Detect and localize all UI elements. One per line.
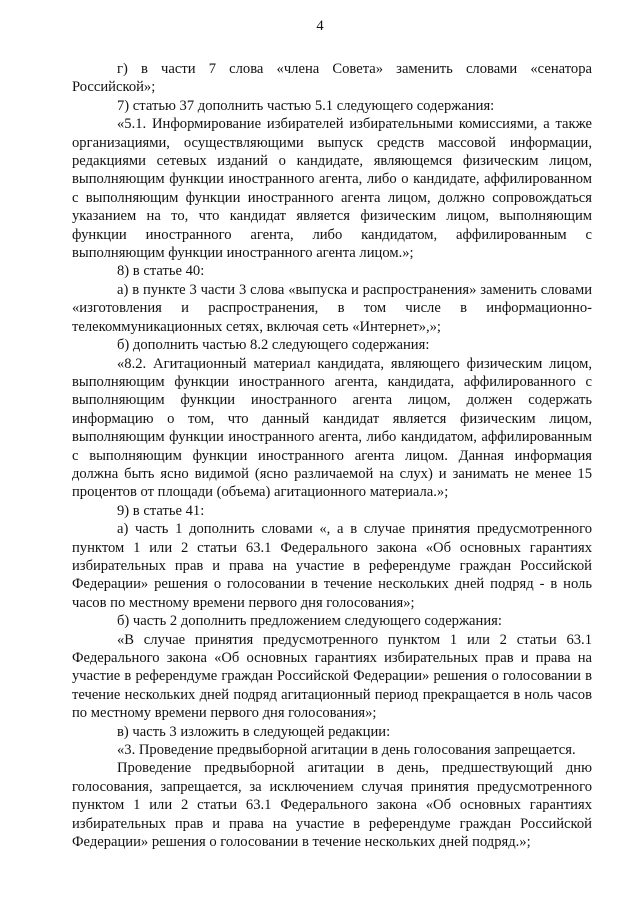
paragraph: «8.2. Агитационный материал кандидата, являющего физическим лицом, выполняющим функции иностранного агента, кандидата, аффилированного с выполняющим функции иностранного агента лицом, должен содержать информацию о том, что данный кандидат является физическим лицом, выполняющим функции иностранного агента, либо кандидатом, аффилированным с выполняющим функции иностранного агента лицом. Данная информация должна быть ясно видимой (ясно различаемой на слух) и занимать не менее 15 процентов от площади (объема) агитационного материала.»; xyxy=(72,355,592,501)
paragraph: б) дополнить частью 8.2 следующего содержания: xyxy=(117,337,430,354)
paragraph: а) часть 1 дополнить словами «, а в случае принятия предусмотренного пунктом 1 или 2 статьи 63.1 Федерального закона «Об основных гарантиях избирательных прав и права на участие в референдуме граждан Российской Федерации» решения о голосовании в течение нескольких дней подряд - в ноль часов по местному времени первого дня голосования»; xyxy=(72,521,592,611)
paragraph: «5.1. Информирование избирателей избирательными комиссиями, а также организациями, осуществляющими выпуск средств массовой информации, редакциями сетевых изданий о кандидате, являющемся физическим лицом, выполняющим функции иностранного агента, либо о кандидате, аффилированном с выполняющим функции иностранного агента лицом, должно сопровождаться указанием на то, что кандидат является физическим лицом, выполняющим функции иностранного агента, либо кандидатом, аффилированным с выполняющим функции иностранного агента лицом.»; xyxy=(72,116,592,262)
page-number: 4 xyxy=(316,18,324,34)
paragraph: 7) статью 37 дополнить частью 5.1 следующего содержания: xyxy=(117,97,495,114)
document-body xyxy=(72,60,592,851)
paragraph: в) часть 3 изложить в следующей редакции: xyxy=(117,723,391,740)
paragraph: б) часть 2 дополнить предложением следующего содержания: xyxy=(117,613,502,630)
paragraph: а) в пункте 3 части 3 слова «выпуска и распространения» заменить словами «изготовления и распространения, в том числе в информационно-телекоммуникационных сетях, включая сеть «Интернет»,»; xyxy=(72,281,592,335)
paragraph: «В случае принятия предусмотренного пунктом 1 или 2 статьи 63.1 Федерального закона «Об основных гарантиях избирательных прав и права на участие в референдуме граждан Российской Федерации» решения о голосовании в течение нескольких дней подряд агитационный период прекращается в ноль часов по местному времени первого дня голосования»; xyxy=(72,631,592,722)
paragraph: Проведение предвыборной агитации в день, предшествующий дню голосования, запрещается, за исключением случая принятия предусмотренного пунктом 1 или 2 статьи 63.1 Федерального закона «Об основных гарантиях избирательных прав и права на участие в референдуме граждан Российской Федерации» решения о голосовании в течение нескольких дней подряд.»; xyxy=(72,760,592,851)
paragraph: г) в части 7 слова «члена Совета» заменить словами «сенатора Российской»; xyxy=(72,61,592,96)
paragraph: «3. Проведение предвыборной агитации в день голосования запрещается. xyxy=(117,742,576,759)
paragraph: 9) в статье 41: xyxy=(117,502,205,519)
paragraph: 8) в статье 40: xyxy=(117,263,205,280)
